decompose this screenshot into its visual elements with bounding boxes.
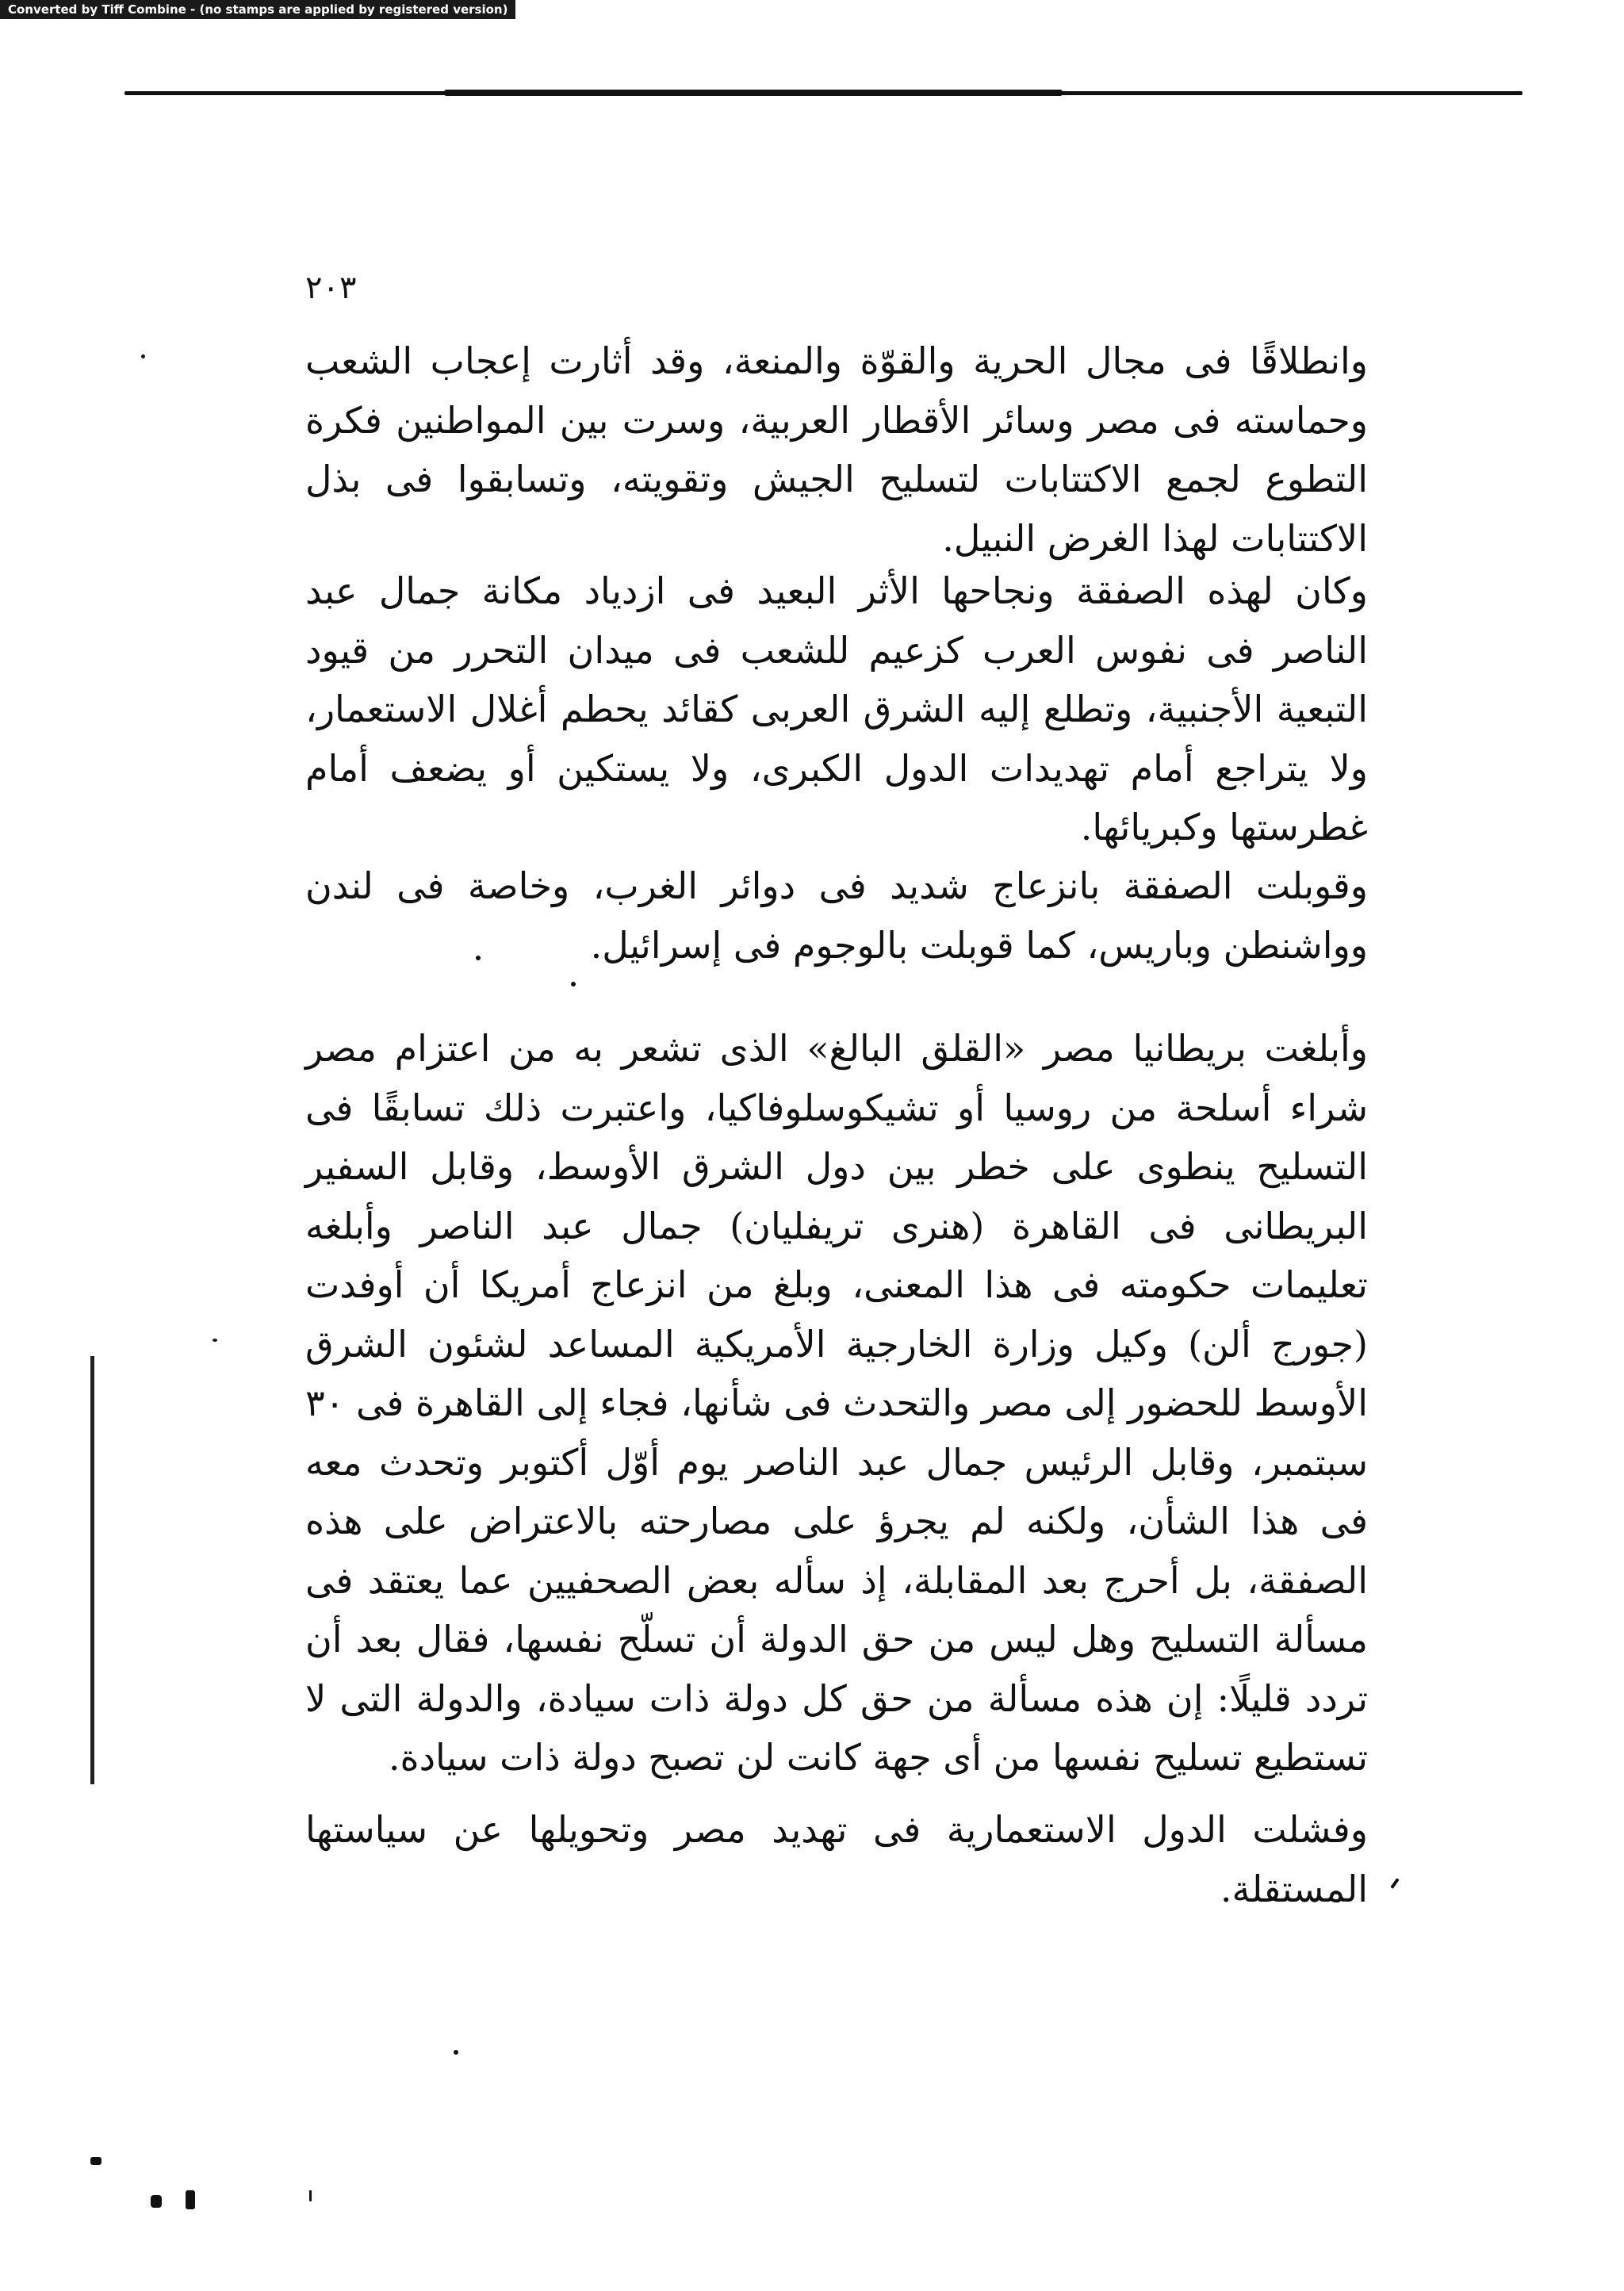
scan-speck [571,982,576,987]
scan-margin-line [90,1356,94,1784]
scan-speck [476,956,481,960]
paragraph-1: وانطلاقًا فى مجال الحرية والقوّة والمنعة، وقد أثارت إعجاب الشعب وحماسته فى مصر وسائر الأقطار العربية، وسرت بين المواطنين فكرة التطوع لجمع الاكتتابات لتسليح الجيش وتقويته، وتسابقوا فى بذل الاكتتابات لهذا الغرض النبيل. [305,339,1368,560]
scan-speck [151,2195,162,2208]
scan-speck [90,2157,102,2165]
paragraph-5: وفشلت الدول الاستعمارية فى تهديد مصر وتحويلها عن سياستها المستقلة. [305,1808,1368,1910]
paragraph-4: وأبلغت بريطانيا مصر «القلق البالغ» الذى تشعر به من اعتزام مصر شراء أسلحة من روسيا أو تشيكوسلوفاكيا، واعتبرت ذلك تسابقًا فى التسليح ينطوى على خطر بين دول الشرق الأوسط، وقابل السفير البريطانى فى القاهرة (هنرى تريفليان) جمال عبد الناصر وأبلغه تعليمات حكومته فى هذا المعنى، وبلغ من انزعاج أمريكا أن أوفدت (جورج ألن) وكيل وزارة الخارجية الأمريكية المساعد لشئون الشرق الأوسط للحضور إلى مصر والتحدث فى شأنها، فجاء إلى القاهرة فى ٣٠ سبتمبر، وقابل الرئيس جمال عبد الناصر يوم أوّل أكتوبر وتحدث معه فى هذا الشأن، ولكنه لم يجرؤ على مصارحته بالاعتراض على هذه الصفقة، بل أحرج بعد المقابلة، إذ سأله بعض الصحفيين عما يعتقد فى مسألة التسليح وهل ليس من حق الدولة أن تسلّح نفسها، فقال بعد أن تردد قليلًا: إن هذه مسألة من حق كل دولة ذات سيادة، والدولة التى لا تستطيع تسليح نفسها من أى جهة كانت لن تصبح دولة ذات سيادة. [305,1027,1368,1779]
scan-speck [454,2050,458,2055]
header-rule-thick-segment [444,90,1063,96]
paragraph-3: وقوبلت الصفقة بانزعاج شديد فى دوائر الغرب، وخاصة فى لندن وواشنطن وباريس، كما قوبلت بالوجوم فى إسرائيل. [305,864,1368,967]
converter-watermark: Converted by Tiff Combine - (no stamps are applied by registered version) [0,0,515,19]
scan-speck [309,2190,312,2201]
scan-speck [213,1339,217,1342]
scan-speck [186,2190,195,2209]
page-number: ٢٠٣ [305,270,357,306]
paragraph-2: وكان لهذه الصفقة ونجاحها الأثر البعيد فى ازدياد مكانة جمال عبد الناصر فى نفوس العرب كزعيم للشعب فى ميدان التحرر من قيود التبعية الأجنبية، وتطلع إليه الشرق العربى كقائد يحطم أغلال الاستعمار، ولا يتراجع أمام تهديدات الدول الكبرى، ولا يستكين أو يضعف أمام غطرستها وكبريائها. [305,569,1369,849]
scan-speck [1390,1878,1399,1889]
scan-speck [141,354,145,358]
